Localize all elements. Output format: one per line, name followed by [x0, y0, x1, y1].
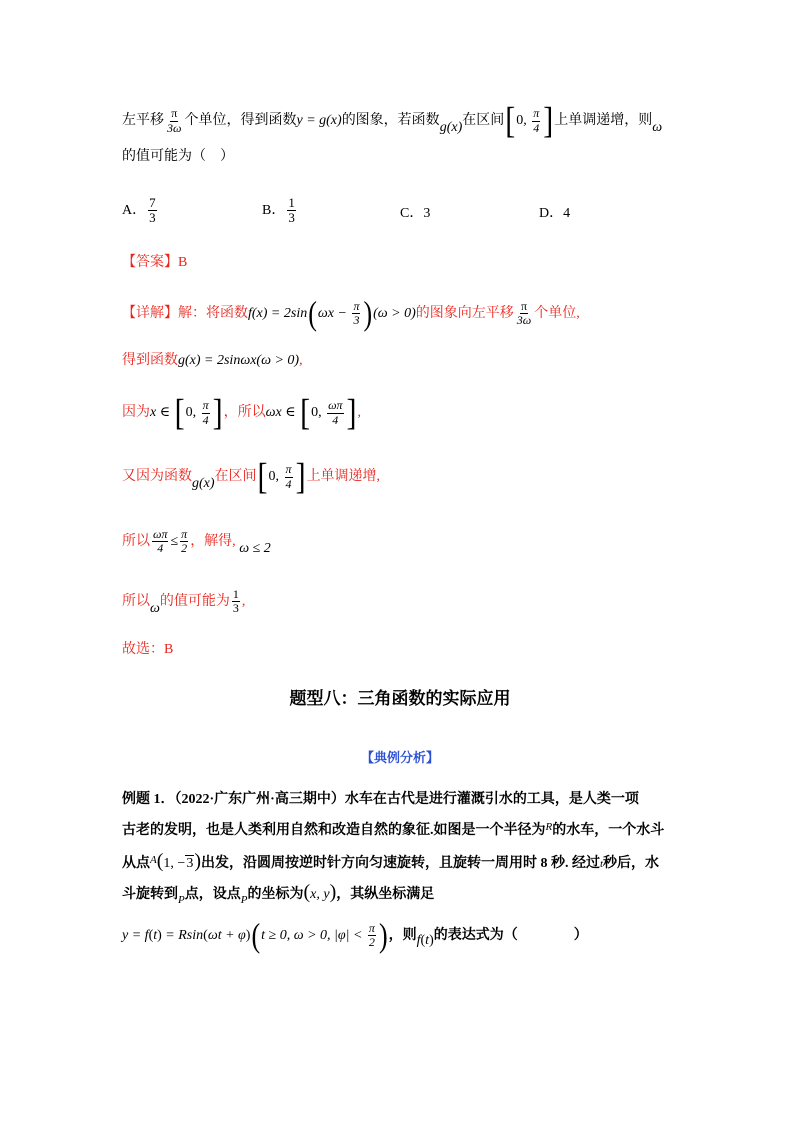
- paren: ): [245, 927, 251, 943]
- option-b[interactable]: [262, 196, 298, 226]
- math: ω: [652, 120, 663, 136]
- solution-line-3: [122, 391, 362, 433]
- frac-den: 2: [368, 935, 375, 950]
- text: 上单调递增，则: [554, 113, 653, 129]
- paren: (: [251, 916, 261, 954]
- math: x, y: [310, 887, 330, 902]
- text: 的图象向左平移: [415, 305, 514, 321]
- text: 所以: [122, 593, 150, 609]
- math: ωt + φ: [207, 927, 246, 943]
- text: 秒后，水: [603, 856, 660, 871]
- text: ，解得,: [190, 533, 236, 549]
- solution-line-5: [122, 528, 271, 556]
- fraction: [352, 300, 360, 327]
- frac-num: 1: [288, 195, 295, 210]
- paren: (: [203, 927, 208, 943]
- bracket: [: [300, 391, 311, 433]
- frac-num: 1: [232, 587, 239, 601]
- solution-line-1: [122, 294, 580, 332]
- text: ，则: [388, 927, 417, 943]
- fraction: [516, 300, 532, 327]
- math: 0,: [268, 469, 283, 485]
- option-c[interactable]: [400, 202, 430, 222]
- paren: (: [303, 881, 311, 903]
- paren: ): [363, 294, 373, 332]
- example-line-2: [122, 822, 664, 838]
- text: ,: [299, 353, 303, 368]
- section-subtitle: 【典例分析】: [360, 750, 439, 765]
- fraction: [180, 528, 188, 555]
- bracket: [: [257, 455, 268, 497]
- math: ωx −: [317, 305, 351, 321]
- frac-den: 4: [533, 120, 540, 135]
- text: ，所以: [223, 405, 266, 421]
- math: ω ≤ 2: [239, 540, 271, 556]
- text: 在区间: [214, 469, 257, 485]
- math: 3: [186, 856, 194, 871]
- problem-line-2: 的值可能为（ ）: [122, 149, 234, 164]
- text: 【详解】解：将函数: [122, 305, 248, 321]
- frac-num: π: [368, 921, 375, 935]
- math: f: [416, 932, 421, 948]
- fraction: [202, 399, 210, 426]
- frac-num: π: [533, 106, 540, 121]
- text: 古老的发明，也是人类利用自然和改造自然的象征.如图是一个半径为: [122, 823, 546, 838]
- section-title: 题型八：三角函数的实际应用: [289, 689, 511, 709]
- frac-den: 3: [149, 210, 156, 226]
- paren: ): [378, 916, 388, 954]
- frac-num: 7: [149, 195, 156, 210]
- math: 0,: [311, 405, 326, 421]
- text: 的坐标为: [247, 887, 304, 902]
- frac-num: π: [202, 398, 209, 413]
- frac-den: 3ω: [167, 120, 182, 135]
- fraction: [148, 196, 157, 226]
- text: ，其纵坐标满足: [336, 887, 435, 902]
- math: (ω > 0): [373, 305, 416, 321]
- frac-den: 4: [332, 412, 339, 427]
- math: g(x): [439, 120, 463, 136]
- text: 在区间: [462, 113, 505, 129]
- text: 的表达式为（ ）: [433, 927, 588, 943]
- text: 出发，沿圆周按逆时针方向匀速旋转，且旋转一周用时 8 秒. 经过: [200, 856, 600, 871]
- frac-den: 3ω: [516, 313, 532, 328]
- paren: (: [308, 294, 317, 332]
- fraction: [152, 528, 168, 555]
- fraction: [285, 463, 293, 490]
- bracket: ]: [295, 455, 306, 497]
- math: t: [153, 927, 158, 943]
- problem-line-1: [122, 99, 663, 141]
- text: 的值可能为: [159, 593, 230, 609]
- paren: (: [148, 927, 154, 943]
- frac-den: 4: [157, 541, 164, 556]
- bracket: ]: [212, 391, 223, 433]
- math: t: [599, 858, 604, 870]
- math: y = g(x): [296, 113, 342, 129]
- option-label: C．3: [400, 206, 431, 221]
- frac-num: π: [285, 462, 292, 477]
- math: x ∈: [150, 405, 174, 421]
- text: 的水车，一个水斗: [552, 823, 665, 838]
- frac-num: ωπ: [153, 527, 168, 541]
- frac-den: 3: [232, 601, 239, 616]
- solution-line-6: [122, 588, 245, 616]
- math: ωx ∈: [265, 405, 300, 421]
- paren: (: [156, 850, 164, 872]
- math: t ≥ 0, ω > 0, |φ| <: [261, 927, 366, 943]
- paren: ): [157, 927, 162, 943]
- frac-num: π: [181, 527, 188, 541]
- math: 1, −: [163, 856, 186, 871]
- fraction: [368, 922, 376, 949]
- text: 斗旋转到: [122, 887, 178, 902]
- text: 左平移: [122, 113, 164, 129]
- example-line-4: [122, 882, 434, 906]
- bracket: ]: [543, 99, 554, 141]
- option-d[interactable]: [539, 202, 570, 222]
- text: 所以: [122, 533, 150, 549]
- bracket: ]: [346, 391, 357, 433]
- math: 0,: [185, 405, 200, 421]
- math: y = f: [122, 927, 149, 943]
- frac-den: 2: [181, 541, 188, 556]
- math: 0,: [516, 113, 531, 129]
- fraction: [532, 107, 540, 134]
- frac-den: 3: [353, 313, 360, 328]
- text: 从点: [122, 856, 150, 871]
- math: P: [240, 894, 248, 906]
- math: g(x): [192, 476, 215, 492]
- fraction: [287, 196, 296, 226]
- option-label: A．: [122, 203, 147, 219]
- text: 点，设点: [184, 887, 241, 902]
- text: 个单位，得到函数: [184, 113, 297, 129]
- text: 得到函数: [122, 353, 178, 368]
- example-line-1: 例题 1．（2022·广东广州·高三期中）水车在古代是进行灌溉引水的工具，是人类一项: [122, 792, 639, 807]
- frac-num: π: [353, 299, 360, 313]
- frac-den: 4: [285, 476, 292, 491]
- math: g(x) = 2sinωx(ω > 0): [178, 353, 300, 368]
- option-label: D．4: [539, 206, 571, 221]
- example-line-5: [122, 916, 588, 954]
- fraction: [166, 107, 182, 134]
- option-a[interactable]: [122, 196, 159, 226]
- frac-num: π: [520, 299, 528, 313]
- solution-line-7: 故选：B: [122, 642, 174, 657]
- paren: ): [329, 881, 337, 903]
- bracket: [: [505, 99, 516, 141]
- fraction: [232, 588, 240, 615]
- frac-num: π: [171, 106, 178, 121]
- paren: (: [420, 932, 426, 948]
- math: A: [150, 854, 157, 866]
- solution-line-4: [122, 455, 381, 497]
- frac-num: ωπ: [328, 398, 343, 413]
- text: 的图象，若函数: [341, 113, 440, 129]
- paren: ): [194, 850, 201, 872]
- example-line-3: [122, 851, 659, 871]
- frac-den: 3: [288, 210, 295, 226]
- bracket: [: [174, 391, 185, 433]
- solution-line-2: [122, 354, 303, 368]
- option-label: B．: [262, 203, 286, 219]
- answer-line: 【答案】B: [122, 255, 188, 270]
- text: 上单调递增,: [306, 469, 381, 485]
- paren: ): [429, 932, 434, 948]
- math: = Rsin: [161, 927, 204, 943]
- frac-den: 4: [202, 412, 209, 427]
- math: ω: [150, 600, 160, 616]
- text: ,: [357, 405, 362, 421]
- text: ,: [241, 593, 246, 609]
- text: 因为: [122, 405, 150, 421]
- math: ≤: [170, 533, 179, 549]
- math: P: [178, 894, 185, 906]
- math: t: [425, 932, 430, 948]
- math: R: [545, 821, 553, 833]
- text: 个单位,: [534, 305, 580, 321]
- math: f(x) = 2sin: [248, 305, 308, 321]
- fraction: [327, 399, 343, 426]
- text: 又因为函数: [122, 469, 192, 485]
